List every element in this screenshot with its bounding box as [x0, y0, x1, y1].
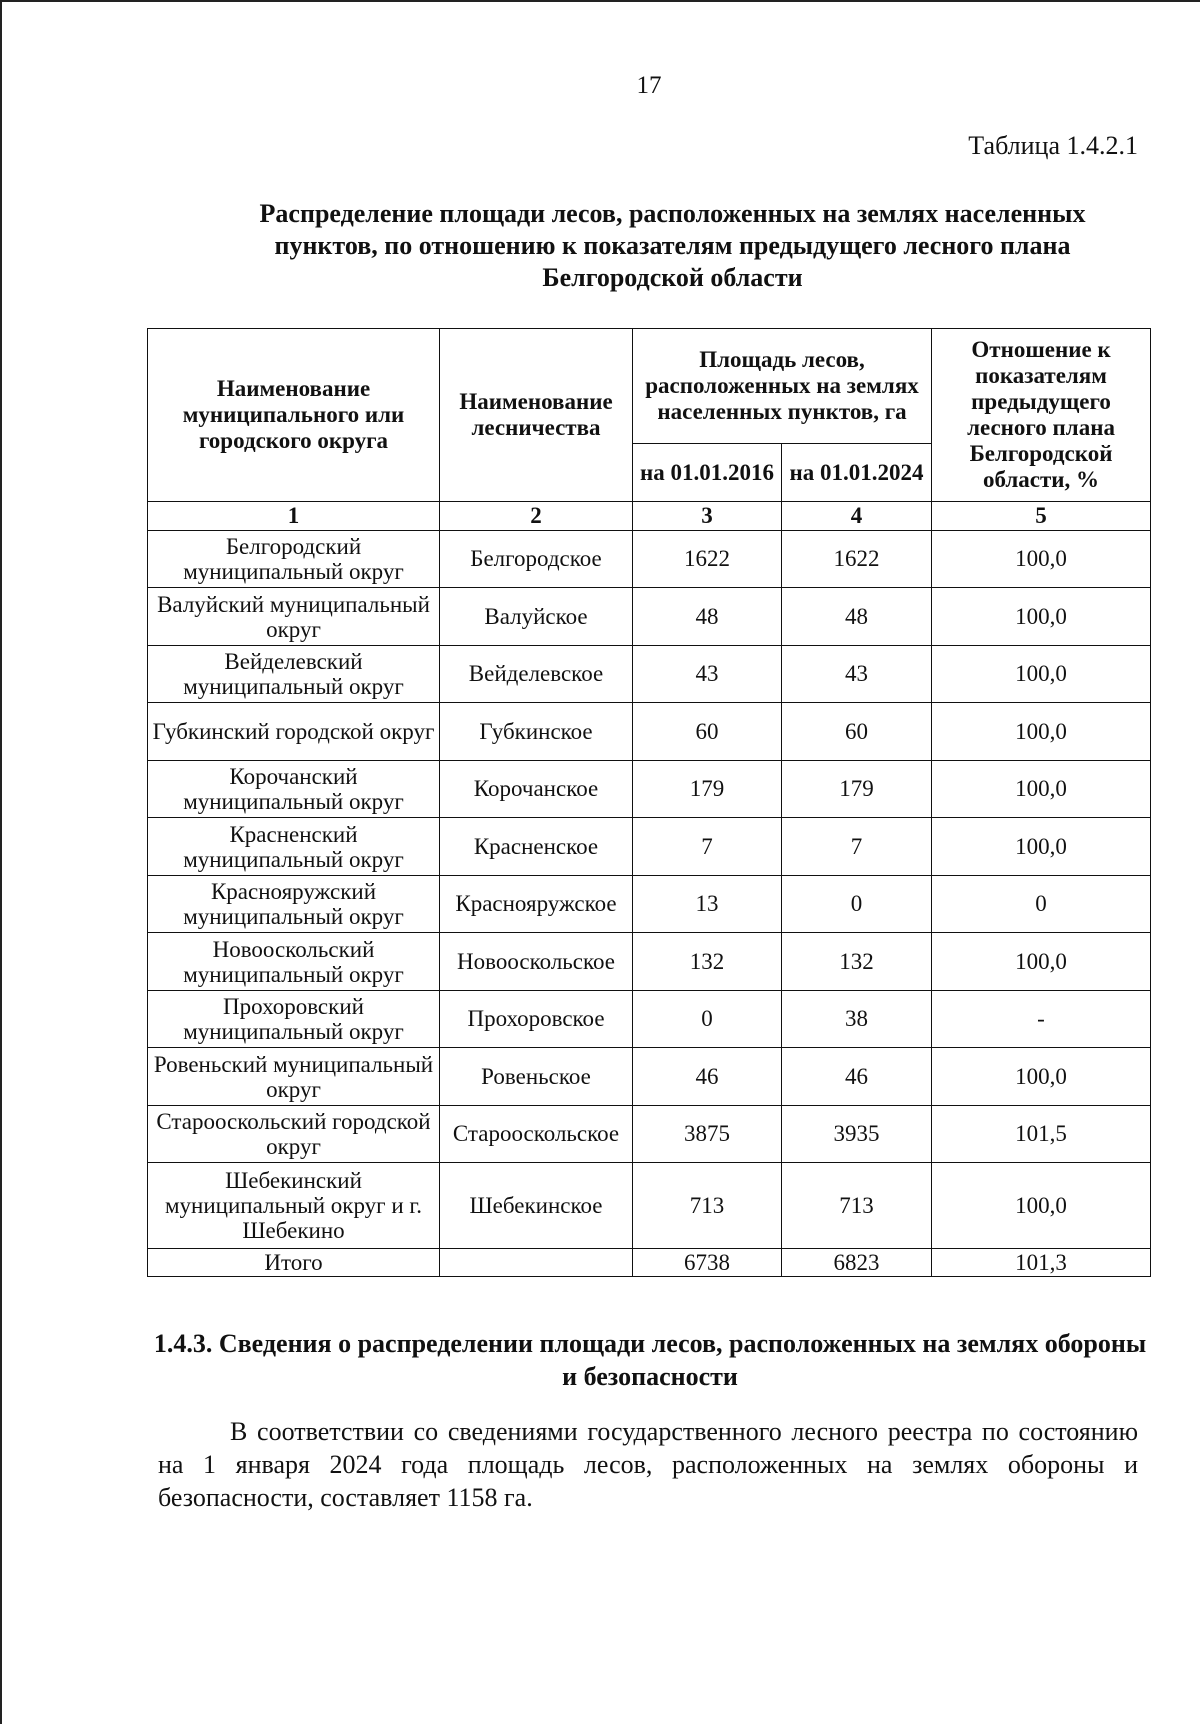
total-row [148, 1249, 1151, 1277]
table-row [148, 761, 1151, 818]
forestry-name: Губкинское [440, 703, 633, 761]
area-2024: 7 [782, 818, 932, 876]
section-paragraph: В соответствии со сведениями государственного лесного реестра по состоянию на 1 января 2024 года площадь лесов, расположенных на землях обороны и безопасности, составляет 1158 га. [158, 1417, 1138, 1512]
area-2016: 1622 [633, 531, 782, 588]
area-2024: 0 [782, 876, 932, 933]
ratio-value: 100,0 [932, 1048, 1151, 1106]
area-2016: 7 [633, 818, 782, 876]
table-row [148, 531, 1151, 588]
region-name: Ровеньский муниципальный округ [148, 1048, 440, 1106]
ratio-value: 0 [932, 876, 1151, 933]
header-forest-area-group: Площадь лесов, расположенных на землях населенных пунктов, га [633, 329, 932, 444]
header-ratio: Отношение к показателям предыдущего лесного плана Белгородской области, % [932, 329, 1151, 502]
forestry-name: Ровеньское [440, 1048, 633, 1106]
table-row [148, 876, 1151, 933]
area-2016: 179 [633, 761, 782, 818]
forestry-name: Шебекинское [440, 1163, 633, 1249]
area-2024: 43 [782, 646, 932, 703]
total-forestry [440, 1249, 633, 1277]
region-name: Вейделевский муниципальный округ [148, 646, 440, 703]
region-name: Корочанский муниципальный округ [148, 761, 440, 818]
forestry-name: Валуйское [440, 588, 633, 646]
area-2024: 46 [782, 1048, 932, 1106]
column-number: 4 [782, 502, 932, 531]
area-2016: 0 [633, 991, 782, 1048]
table-row [148, 646, 1151, 703]
region-name: Старооскольский городской округ [148, 1106, 440, 1163]
table-row [148, 703, 1151, 761]
region-name: Губкинский городской округ [148, 703, 440, 761]
region-name: Новооскольский муниципальный округ [148, 933, 440, 991]
area-2024: 713 [782, 1163, 932, 1249]
header-area-2016: на 01.01.2016 [633, 444, 782, 502]
area-2016: 3875 [633, 1106, 782, 1163]
area-2024: 38 [782, 991, 932, 1048]
region-name: Краснояружский муниципальный округ [148, 876, 440, 933]
ratio-value: 100,0 [932, 1163, 1151, 1249]
area-2016: 60 [633, 703, 782, 761]
ratio-value: 100,0 [932, 531, 1151, 588]
ratio-value: 100,0 [932, 703, 1151, 761]
table-label: Таблица 1.4.2.1 [968, 131, 1138, 160]
ratio-value: 101,5 [932, 1106, 1151, 1163]
area-2024: 48 [782, 588, 932, 646]
page-number: 17 [636, 72, 662, 99]
forest-area-table [147, 328, 1151, 1277]
forestry-name: Прохоровское [440, 991, 633, 1048]
page-border-top [0, 0, 1200, 2]
table-row [148, 588, 1151, 646]
area-2024: 132 [782, 933, 932, 991]
forestry-name: Белгородское [440, 531, 633, 588]
page-border-left [0, 0, 2, 1724]
ratio-value: 100,0 [932, 646, 1151, 703]
total-area-2016: 6738 [633, 1249, 782, 1277]
area-2016: 13 [633, 876, 782, 933]
area-2024: 60 [782, 703, 932, 761]
table-row [148, 991, 1151, 1048]
table-row [148, 818, 1151, 876]
header-forestry: Наименование лесничества [440, 329, 633, 502]
ratio-value: 100,0 [932, 761, 1151, 818]
region-name: Красненский муниципальный округ [148, 818, 440, 876]
forestry-name: Вейделевское [440, 646, 633, 703]
total-label: Итого [148, 1249, 440, 1277]
table-row [148, 1048, 1151, 1106]
region-name: Прохоровский муниципальный округ [148, 991, 440, 1048]
column-number: 5 [932, 502, 1151, 531]
region-name: Шебекинский муниципальный округ и г. Шебекино [148, 1163, 440, 1249]
header-area-2024: на 01.01.2024 [782, 444, 932, 502]
area-2024: 3935 [782, 1106, 932, 1163]
area-2024: 1622 [782, 531, 932, 588]
total-area-2024: 6823 [782, 1249, 932, 1277]
table-row [148, 1106, 1151, 1163]
area-2016: 132 [633, 933, 782, 991]
ratio-value: 100,0 [932, 818, 1151, 876]
header-municipality: Наименование муниципального или городского округа [148, 329, 440, 502]
table-row [148, 933, 1151, 991]
area-2016: 46 [633, 1048, 782, 1106]
forestry-name: Новооскольское [440, 933, 633, 991]
section-heading: 1.4.3. Сведения о распределении площади лесов, расположенных на землях обороны и безопасности [153, 1329, 1147, 1391]
region-name: Белгородский муниципальный округ [148, 531, 440, 588]
forestry-name: Старооскольское [440, 1106, 633, 1163]
column-number: 2 [440, 502, 633, 531]
total-ratio: 101,3 [932, 1249, 1151, 1277]
column-number-row [148, 502, 1151, 531]
forestry-name: Красненское [440, 818, 633, 876]
ratio-value: 100,0 [932, 588, 1151, 646]
column-number: 1 [148, 502, 440, 531]
table-title: Распределение площади лесов, расположенных на землях населенных пунктов, по отношению к показателям предыдущего лесного плана Белгородской области [259, 199, 1086, 292]
area-2024: 179 [782, 761, 932, 818]
table-row [148, 1163, 1151, 1249]
ratio-value: 100,0 [932, 933, 1151, 991]
area-2016: 48 [633, 588, 782, 646]
forestry-name: Краснояружское [440, 876, 633, 933]
forestry-name: Корочанское [440, 761, 633, 818]
region-name: Валуйский муниципальный округ [148, 588, 440, 646]
area-2016: 713 [633, 1163, 782, 1249]
column-number: 3 [633, 502, 782, 531]
ratio-value: - [932, 991, 1151, 1048]
area-2016: 43 [633, 646, 782, 703]
